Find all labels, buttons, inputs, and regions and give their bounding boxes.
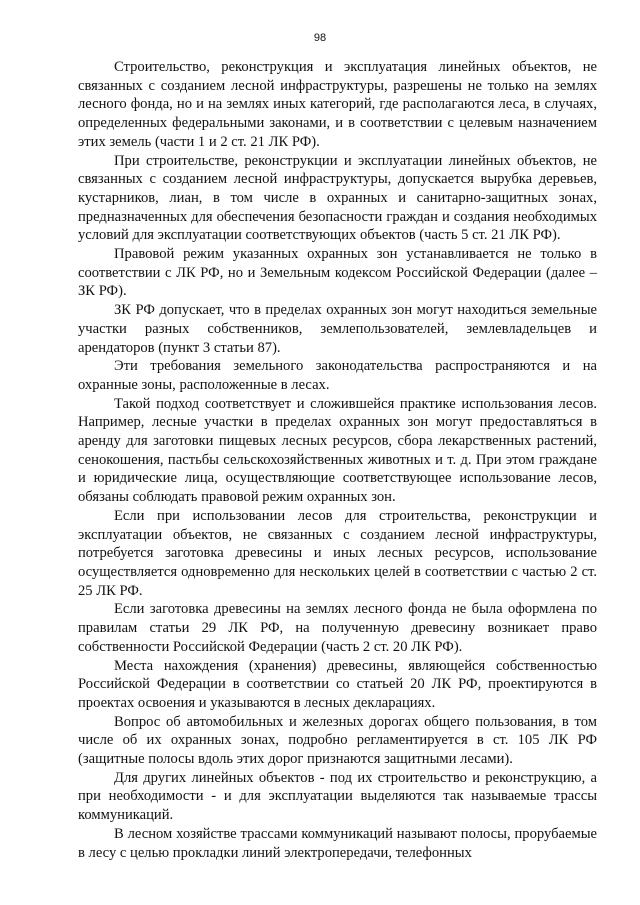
paragraph: При строительстве, реконструкции и эксплуатации линейных объектов, не связанных с созданием лесной инфраструктуры, допускается вырубка деревьев, кустарников, лиан, в том числе в охранных и санитарно-защитных зонах, предназначенных для обеспечения безопасности граждан и создания необходимых условий для эксплуатации соответствующих объектов (часть 5 ст. 21 ЛК РФ). (78, 152, 597, 244)
paragraph: Эти требования земельного законодательства распространяются и на охранные зоны, расположенные в лесах. (78, 358, 597, 393)
paragraph: Такой подход соответствует и сложившейся практике использования лесов. Например, лесные участки в пределах охранных зон могут предоставляться в аренду для заготовки пищевых лесных ресурсов, сбора лекарственных растений, сенокошения, пастьбы сельскохозяйственных животных и т. д. При этом граждане и юридические лица, осуществляющие соответствующее использование лесов, обязаны соблюдать правовой режим охранных зон. (78, 395, 597, 506)
document-body (78, 58, 597, 862)
paragraph: В лесном хозяйстве трассами коммуникаций называют полосы, прорубаемые в лесу с целью прокладки линий электропередачи, телефонных (78, 825, 597, 861)
page-number: 98 (313, 32, 327, 44)
paragraph: Если при использовании лесов для строительства, реконструкции и эксплуатации объектов, не связанных с созданием лесной инфраструктуры, потребуется заготовка древесины и иных лесных ресурсов, использование осуществляется одновременно для нескольких целей в соответствии с частью 2 ст. 25 ЛК РФ. (78, 507, 597, 599)
paragraph: Строительство, реконструкция и эксплуатация линейных объектов, не связанных с созданием лесной инфраструктуры, разрешены не только на землях лесного фонда, но и на землях иных категорий, где располагаются леса, в случаях, определенных федеральными законами, и в соответствии с целевым назначением этих земель (части 1 и 2 ст. 21 ЛК РФ). (78, 59, 597, 150)
paragraph: Для других линейных объектов - под их строительство и реконструкцию, а при необходимости - и для эксплуатации выделяются так называемые трассы коммуникаций. (78, 769, 597, 824)
paragraph: Места нахождения (хранения) древесины, являющейся собственностью Российской Федерации в соответствии со статьей 20 ЛК РФ, проектируются в проектах освоения и указываются в лесных декларациях. (78, 657, 597, 711)
paragraph: ЗК РФ допускает, что в пределах охранных зон могут находиться земельные участки разных собственников, землепользователей, землевладельцев и арендаторов (пункт 3 статьи 87). (78, 302, 597, 356)
paragraph: Вопрос об автомобильных и железных дорогах общего пользования, в том числе об их охранных зонах, подробно регламентируется в ст. 105 ЛК РФ (защитные полосы вдоль этих дорог признаются защитными лесами). (78, 713, 597, 768)
paragraph: Правовой режим указанных охранных зон устанавливается не только в соответствии с ЛК РФ, но и Земельным кодексом Российской Федерации (далее – ЗК РФ). (78, 246, 597, 300)
paragraph: Если заготовка древесины на землях лесного фонда не была оформлена по правилам статьи 29 ЛК РФ, на полученную древесину возникает право собственности Российской Федерации (часть 2 ст. 20 ЛК РФ). (78, 601, 597, 655)
